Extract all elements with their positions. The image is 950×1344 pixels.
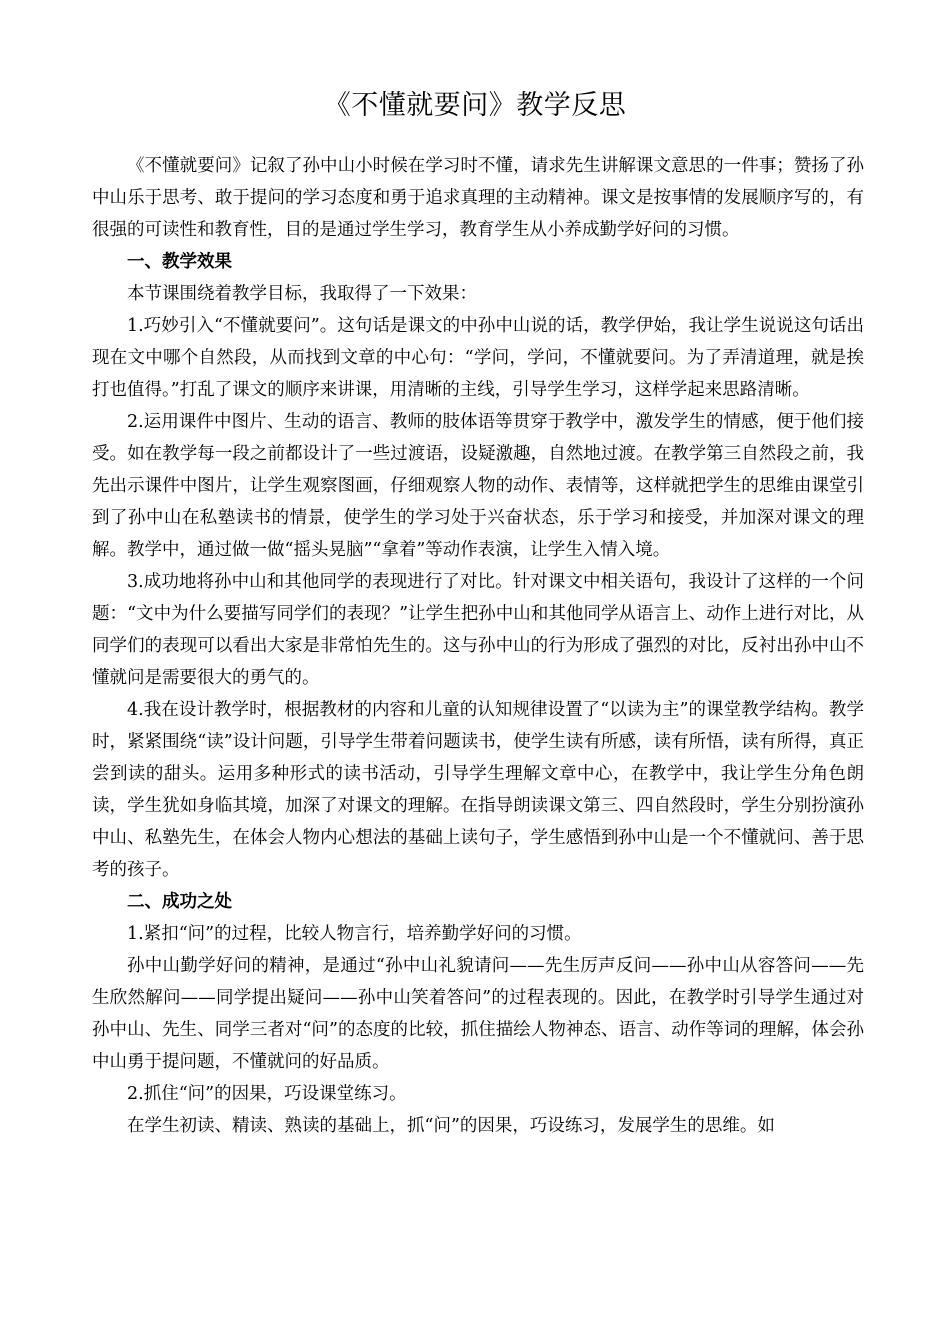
body-paragraph: 1.紧扣“问”的过程，比较人物言行，培养勤学好问的习惯。 [127,924,582,944]
body-paragraph: 在学生初读、精读、熟读的基础上，抓“问”的因果，巧设练习，发展学生的思维。如 [127,1116,775,1136]
section-heading-successes: 二、成功之处 [127,892,232,912]
intro-paragraph: 《不懂就要问》记叙了孙中山小时候在学习时不懂，请求先生讲解课文意思的一件事；赞扬了孙中山乐于思考、敢于提问的学习态度和勇于追求真理的主动精神。课文是按事情的发展顺序写的，有很强的可读性和教育性，目的是通过学生学习，教育学生从小养成勤学好问的习惯。 [92,156,864,240]
body-paragraph: 孙中山勤学好问的精神，是通过“孙中山礼貌请问——先生厉声反问——孙中山从容答问——先生欣然解问——同学提出疑问——孙中山笑着答问”的过程表现的。因此，在教学时引导学生通过对孙中山、先生、同学三者对“问”的态度的比较，抓住描绘人物神态、语言、动作等词的理解，体会孙中山勇于提问题，不懂就问的好品质。 [92,956,864,1072]
body-paragraph: 本节课围绕着教学目标，我取得了一下效果： [127,284,477,304]
body-paragraph: 2.运用课件中图片、生动的语言、教师的肢体语等贯穿于教学中，激发学生的情感，便于他们接受。如在教学每一段之前都设计了一些过渡语，设疑激趣，自然地过渡。在教学第三自然段之前，我先出示课件中图片，让学生观察图画，仔细观察人物的动作、表情等，这样就把学生的思维由课堂引到了孙中山在私塾读书的情景，使学生的学习处于兴奋状态，乐于学习和接受，并加深对课文的理解。教学中，通过做一做“摇头晃脑”“拿着”等动作表演，让学生入情入境。 [92,412,864,560]
document-title: 《不懂就要问》教学反思 [323,90,627,121]
section-heading-teaching-effect: 一、教学效果 [127,252,232,272]
document-body [92,150,864,1142]
body-paragraph: 4.我在设计教学时，根据教材的内容和儿童的认知规律设置了“以读为主”的课堂教学结构。教学时，紧紧围绕“读”设计问题，引导学生带着问题读书，使学生读有所感，读有所悟，读有所得，真正尝到读的甜头。运用多种形式的读书活动，引导学生理解文章中心，在教学中，我让学生分角色朗读，学生犹如身临其境，加深了对课文的理解。在指导朗读课文第三、四自然段时，学生分别扮演孙中山、私塾先生，在体会人物内心想法的基础上读句子，学生感悟到孙中山是一个不懂就问、善于思考的孩子。 [92,700,864,880]
body-paragraph: 1.巧妙引入“不懂就要问”。这句话是课文的中孙中山说的话，教学伊始，我让学生说说这句话出现在文中哪个自然段，从而找到文章的中心句：“学问，学问，不懂就要问。为了弄清道理，就是挨打也值得。”打乱了课文的顺序来讲课，用清晰的主线，引导学生学习，这样学起来思路清晰。 [92,316,864,400]
body-paragraph: 3.成功地将孙中山和其他同学的表现进行了对比。针对课文中相关语句，我设计了这样的一个问题：“文中为什么要描写同学们的表现？”让学生把孙中山和其他同学从语言上、动作上进行对比，从同学们的表现可以看出大家是非常怕先生的。这与孙中山的行为形成了强烈的对比，反衬出孙中山不懂就问是需要很大的勇气的。 [92,572,864,688]
body-paragraph: 2.抓住“问”的因果，巧设课堂练习。 [127,1084,407,1104]
